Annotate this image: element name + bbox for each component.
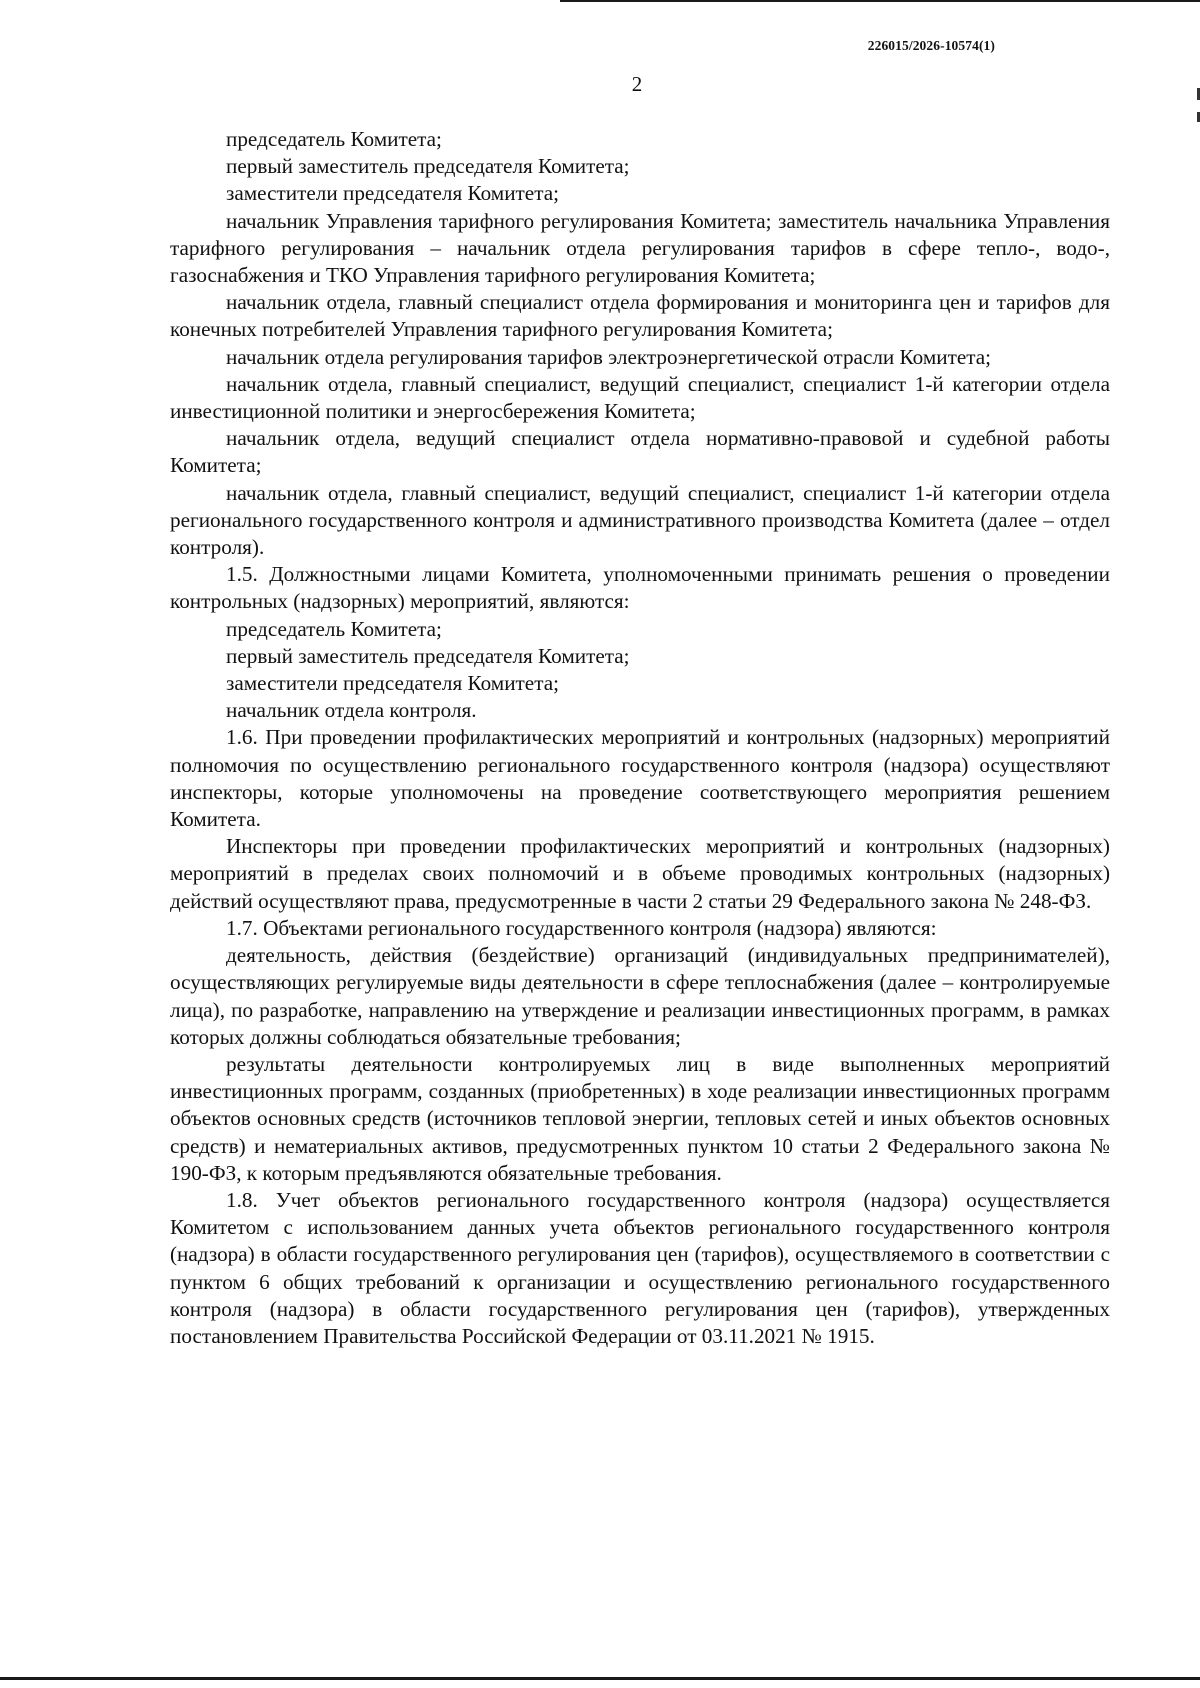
paragraph: 1.7. Объектами регионального государственного контроля (надзора) являются: bbox=[226, 915, 937, 940]
paragraph: результаты деятельности контролируемых лиц в виде выполненных мероприятий инвестиционных программ, созданных (приобретенных) в ходе реализации инвестиционных программ объектов основных средств (источников тепловой энергии, тепловых сетей и иных объектов основных средств) и нематериальных активов, предусмотренных пунктом 10 статьи 2 Федерального закона № 190-ФЗ, к которым предъявляются обязательные требования. bbox=[170, 1051, 1110, 1185]
paragraph: председатель Комитета; bbox=[226, 616, 442, 641]
paragraph: начальник отдела, главный специалист отдела формирования и мониторинга цен и тарифов для конечных потребителей Управления тарифного регулирования Комитета; bbox=[170, 290, 1110, 342]
scan-edge-top bbox=[560, 0, 1200, 2]
paragraph: начальник Управления тарифного регулирования Комитета; заместитель начальника Управления тарифного регулирования – начальник отдела регулирования тарифов в сфере тепло-, водо-, газоснабжения и ТКО Управления тарифного регулирования Комитета; bbox=[170, 208, 1110, 288]
paragraph: начальник отдела, ведущий специалист отдела нормативно-правовой и судебной работы Комитета; bbox=[170, 426, 1110, 478]
document-body bbox=[170, 126, 1110, 1350]
paragraph: председатель Комитета; bbox=[226, 127, 442, 151]
paragraph: 1.5. Должностными лицами Комитета, уполномоченными принимать решения о проведении контрольных (надзорных) мероприятий, являются: bbox=[170, 562, 1110, 614]
scan-edge-bottom bbox=[0, 1677, 1200, 1680]
paragraph: начальник отдела контроля. bbox=[226, 698, 477, 723]
paragraph: первый заместитель председателя Комитета; bbox=[226, 154, 630, 179]
paragraph: начальник отдела регулирования тарифов электроэнергетической отрасли Комитета; bbox=[226, 344, 992, 369]
paragraph: 1.6. При проведении профилактических мероприятий и контрольных (надзорных) мероприятий полномочия по осуществлению регионального государственного контроля (надзора) осуществляют инспекторы, которые уполномочены на проведение соответствующего мероприятия решением Комитета. bbox=[170, 725, 1110, 832]
paragraph: заместители председателя Комитета; bbox=[226, 181, 560, 206]
document-registration-number: 226015/2026-10574(1) bbox=[867, 38, 995, 53]
paragraph: заместители председателя Комитета; bbox=[226, 671, 560, 696]
page-number: 2 bbox=[631, 72, 643, 96]
paragraph: 1.8. Учет объектов регионального государственного контроля (надзора) осуществляется Комитетом с использованием данных учета объектов регионального государственного контроля (надзора) в области государственного регулирования цен (тарифов), осуществляемого в соответствии с пунктом 6 общих требований к организации и осуществлению регионального государственного контроля (надзора) в области государственного регулирования цен (тарифов), утвержденных постановлением Правительства Российской Федерации от 03.11.2021 № 1915. bbox=[170, 1187, 1110, 1348]
paragraph: деятельность, действия (бездействие) организаций (индивидуальных предпринимателей), осуществляющих регулируемые виды деятельности в сфере теплоснабжения (далее – контролируемые лица), по разработке, направлению на утверждение и реализации инвестиционных программ, в рамках которых должны соблюдаться обязательные требования; bbox=[170, 943, 1110, 1049]
paragraph: первый заместитель председателя Комитета; bbox=[226, 643, 630, 668]
paragraph: Инспекторы при проведении профилактических мероприятий и контрольных (надзорных) мероприятий в пределах своих полномочий и в объеме проводимых контрольных (надзорных) действий осуществляют права, предусмотренные в части 2 статьи 29 Федерального закона № 248-ФЗ. bbox=[170, 834, 1110, 913]
paragraph: начальник отдела, главный специалист, ведущий специалист, специалист 1-й категории отдела инвестиционной политики и энергосбережения Комитета; bbox=[170, 371, 1110, 424]
paragraph: начальник отдела, главный специалист, ведущий специалист, специалист 1-й категории отдела регионального государственного контроля и административного производства Комитета (далее – отдел контроля). bbox=[170, 480, 1110, 560]
